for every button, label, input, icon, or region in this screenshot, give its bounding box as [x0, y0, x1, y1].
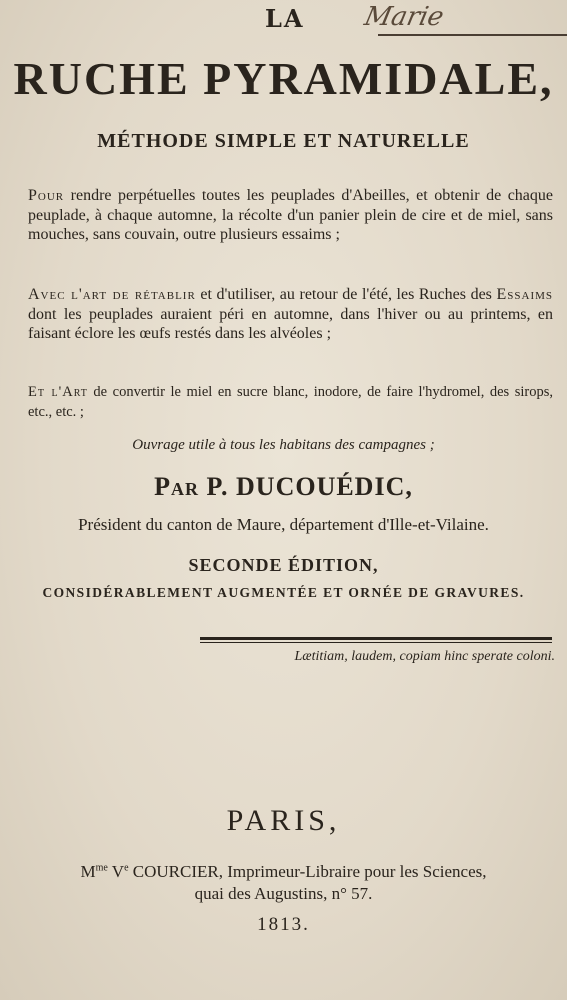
paragraph-1-text: rendre perpétuelles toutes les peuplades d'Abeilles, et obtenir de chaque peuplade, à chaque automne, la récolte d'un panier plein de cire et de miel, sans mouches, sans couvain, outre plusieurs essaims ; — [28, 187, 553, 243]
imprint-mme: M — [80, 862, 96, 881]
description-paragraph-1 — [28, 186, 553, 245]
imprint-mme-sup: me — [95, 862, 108, 874]
imprint-address: quai des Augustins, n° 57. — [194, 884, 373, 903]
imprint-city: PARIS, — [226, 804, 341, 837]
imprint-ve: V — [111, 862, 125, 881]
paragraph-2-text-a: et d'utiliser, au retour de l'été, les Ruches des — [200, 286, 492, 303]
author-line — [0, 472, 567, 502]
article-la: LA — [265, 4, 305, 33]
imprint-publisher — [0, 862, 567, 882]
divider-rule-thin — [200, 642, 552, 643]
augment-line: CONSIDÉRABLEMENT AUGMENTÉE ET ORNÉE DE GRAVURES. — [42, 585, 525, 600]
book-title: RUCHE PYRAMIDALE, — [13, 53, 554, 104]
edition-line: SECONDE ÉDITION, — [188, 555, 379, 575]
paragraph-2-lead: Avec l'art de rétablir — [28, 286, 196, 303]
book-subtitle: MÉTHODE SIMPLE ET NATURELLE — [97, 130, 470, 152]
signature-underline — [378, 34, 567, 36]
paragraph-1-lead: Pour — [28, 187, 65, 204]
author-title: Président du canton de Maure, département d'Ille-et-Vilaine. — [78, 515, 489, 534]
paragraph-2-essaims: Essaims — [496, 286, 554, 303]
latin-motto: Lætitiam, laudem, copiam hinc sperate coloni. — [294, 649, 555, 664]
ouvrage-line: Ouvrage utile à tous les habitans des campagnes ; — [132, 437, 435, 453]
imprint-ve-sup: e — [124, 862, 129, 874]
author-par: Par — [154, 472, 200, 501]
description-paragraph-3 — [28, 383, 553, 422]
paragraph-3-lead: Et l'Art — [28, 384, 88, 400]
author-name: P. DUCOUÉDIC, — [206, 472, 413, 501]
description-paragraph-2 — [28, 285, 553, 344]
paragraph-3-text: de convertir le miel en sucre blanc, inodore, de faire l'hydromel, des sirops, etc., etc. ; — [28, 384, 553, 420]
imprint-year: 1813. — [257, 914, 310, 935]
imprint-publisher-name: COURCIER, Imprimeur-Libraire pour les Sciences, — [132, 862, 487, 881]
handwritten-signature: Marie — [361, 2, 447, 32]
divider-rule-thick — [200, 637, 552, 640]
paragraph-2-text-b: dont les peuplades auraient péri en automne, dans l'hiver ou au printems, en faisant éclore les œufs restés dans les alvéoles ; — [28, 305, 553, 342]
